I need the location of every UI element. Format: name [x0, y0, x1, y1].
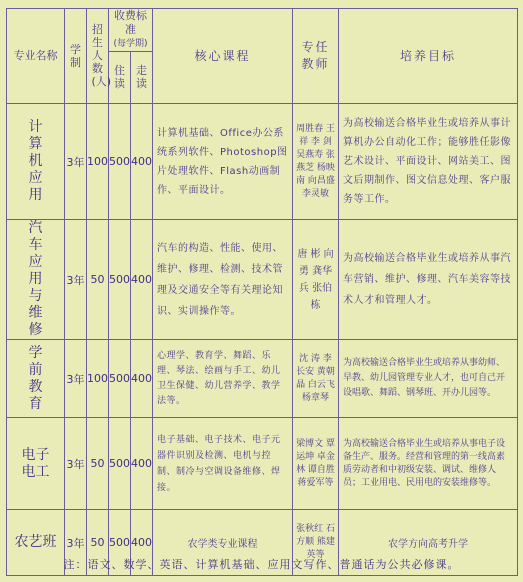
fee-board-cell: 500	[109, 220, 131, 340]
fee-board-cell: 500	[109, 510, 131, 576]
table-row	[7, 220, 518, 340]
header-years: 学制	[65, 9, 87, 104]
header-goal: 培养目标	[339, 9, 518, 104]
goal-cell: 为高校输送合格毕业生或培养从事汽车营销、维护、修理、汽车美容等技术人才和管理人才。	[339, 220, 518, 340]
major-name: 学前教育	[7, 340, 65, 418]
header-fee-title: 收费标准	[114, 9, 147, 36]
years-cell: 3年	[65, 104, 87, 220]
goal-cell: 为高校输送合格毕业生或培养从事幼师、早教、幼儿园管理专业人才，也可自己开设唱歌、舞蹈、钢琴班、开办儿园等。	[339, 340, 518, 418]
major-name: 计算机应用	[7, 104, 65, 220]
major-name: 汽车应用与维修	[7, 220, 65, 340]
enroll-cell: 50	[87, 220, 109, 340]
years-cell: 3年	[65, 510, 87, 576]
table-row	[7, 418, 518, 510]
header-row	[7, 9, 518, 52]
header-core: 核心课程	[153, 9, 293, 104]
fee-board-cell: 500	[109, 418, 131, 510]
teacher-cell: 梁博文 覃运坤 卓金林 谭自胜 蒋爱军等	[293, 418, 339, 510]
teacher-cell: 周胜春 王 祥 李 剑 吴燕寿 张燕芝 杨映南 向昌盛 李灵敏	[293, 104, 339, 220]
enroll-cell: 100	[87, 104, 109, 220]
major-name: 电子电工	[7, 418, 65, 510]
fee-day-cell: 400	[131, 510, 153, 576]
table-row	[7, 104, 518, 220]
header-teachers: 专任教师	[293, 9, 339, 104]
goal-cell: 为高校输送合格毕业生或培养从事电子设备生产、服务。经营和管理的第一线高素质劳动者和中初级安装、调试、维修人员；工业用电、民用电的安装维修等。	[339, 418, 518, 510]
header-fee	[109, 9, 153, 52]
header-enroll: 招生人数(人)	[87, 9, 109, 104]
fee-board-cell: 500	[109, 340, 131, 418]
core-course-cell: 农学类专业课程	[153, 510, 293, 576]
goal-cell: 农学方向高考升学	[339, 510, 518, 576]
table-row	[7, 340, 518, 418]
fee-board-cell: 500	[109, 104, 131, 220]
years-cell: 3年	[65, 418, 87, 510]
teacher-cell: 唐 彬 向 勇 龚华兵 张伯栋	[293, 220, 339, 340]
fee-day-cell: 400	[131, 220, 153, 340]
footnote: 注：语文、数学、英语、计算机基础、应用文写作、普通话为公共必修课。	[63, 558, 460, 571]
years-cell: 3年	[65, 340, 87, 418]
enroll-cell: 50	[87, 510, 109, 576]
core-course-cell: 汽车的构造、性能、使用、维护、修理、检测、技术管理及交通安全等有关理论知识、实训操作等。	[153, 220, 293, 340]
enroll-cell: 100	[87, 340, 109, 418]
enroll-cell: 50	[87, 418, 109, 510]
core-course-cell: 电子基础、电子技术、电子元器件识别及检测、电机与控制、制冷与空调设备维修、焊接。	[153, 418, 293, 510]
teacher-cell: 沈 涛 李长安 黄朝晶 白云飞 杨章琴	[293, 340, 339, 418]
goal-cell: 为高校输送合格毕业生或培养从事计算机办公自动化工作；能够胜任影像艺术设计、平面设计、网站美工、图文后期制作、图文信息处理、客户服务等工作。	[339, 104, 518, 220]
core-course-cell: 计算机基础、Office办公系统系列软件、Photoshop图片处理软件、Flash动画制作、平面设计。	[153, 104, 293, 220]
program-table	[6, 8, 518, 576]
header-fee-board: 住读	[109, 52, 131, 104]
teacher-cell: 张秋红 石方顺 熊建英等	[293, 510, 339, 576]
fee-day-cell: 400	[131, 418, 153, 510]
header-major: 专业名称	[7, 9, 65, 104]
header-fee-unit: (每学期)	[113, 39, 148, 49]
core-course-cell: 心理学、教育学、舞蹈、乐理、琴法、绘画与手工、幼儿卫生保健、幼儿营养学、教学法等。	[153, 340, 293, 418]
header-fee-day: 走读	[131, 52, 153, 104]
years-cell: 3年	[65, 220, 87, 340]
fee-day-cell: 400	[131, 104, 153, 220]
fee-day-cell: 400	[131, 340, 153, 418]
major-name: 农艺班	[7, 510, 65, 576]
